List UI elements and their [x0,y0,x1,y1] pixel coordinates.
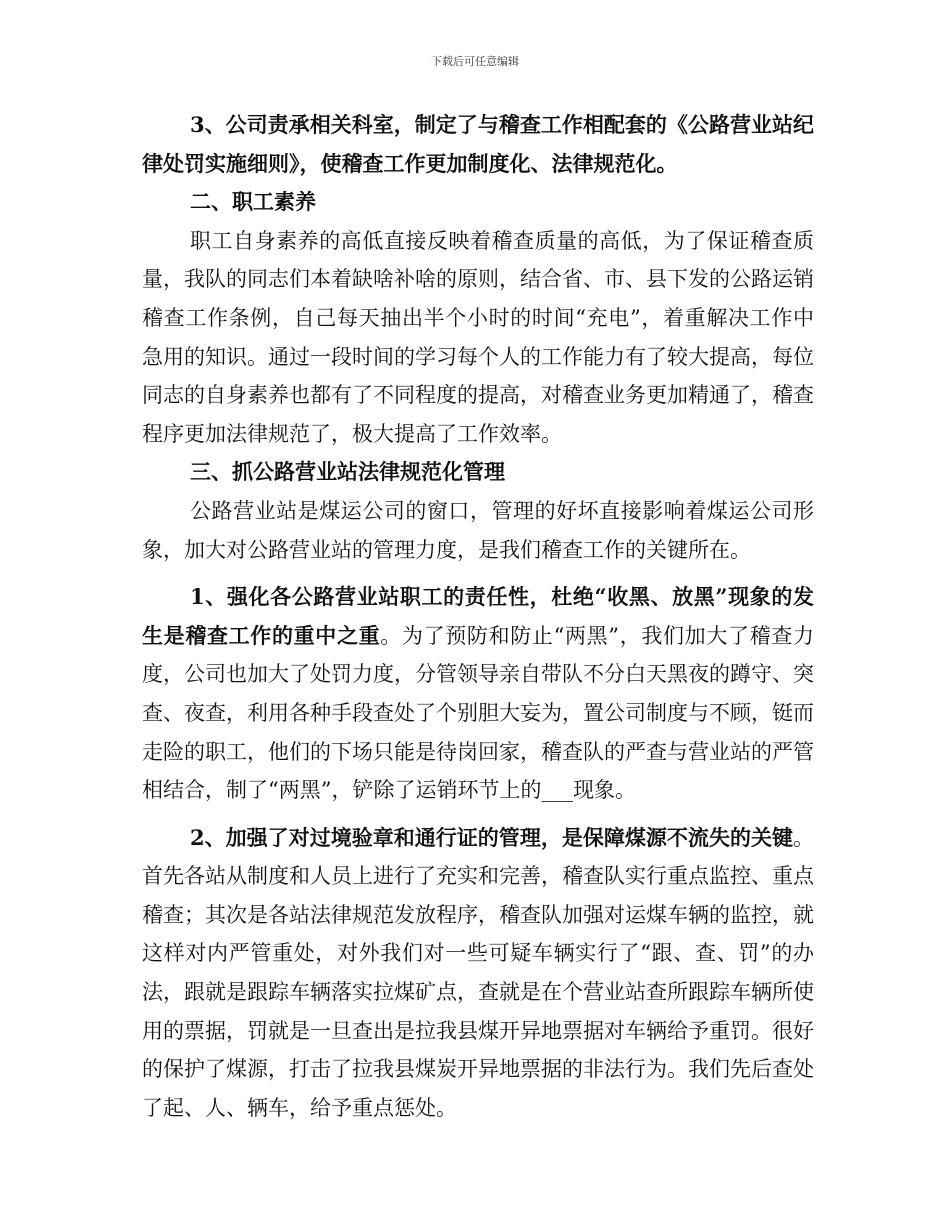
page-header: 下载后可任意编辑 [431,55,519,68]
permit-lead: 2、加强了对过境验章和通行证的管理，是保障煤源不流失的关键 [190,824,793,850]
responsibility-end: 现象。 [572,778,636,803]
paragraph-permit-management [142,819,814,1128]
document-body [142,106,814,1127]
paragraph-staff-quality: 职工自身素养的高低直接反映着稽查质量的高低，为了保证稽查质量，我队的同志们本着缺啥补啥的原则，结合省、市、县下发的公路运销稽查工作条例，自己每天抽出半个小时的时间“充电”，着重解决工作中急用的知识。通过一段时间的学习每个人的工作能力有了较大提高，每位同志的自身素养也都有了不同程度的提高，对稽查业务更加精通了，稽查程序更加法律规范了，极大提高了工作效率。 [142,228,814,446]
heading-staff-quality: 二、职工素养 [190,189,316,215]
fill-in-blank: ___ [541,778,573,803]
responsibility-body: 。为了预防和防止“两黑”，我们加大了稽查力度，公司也加大了处罚力度，分管领导亲自带队不分白天黑夜的蹲守、突查、夜查，利用各种手段查处了个别胆大妄为，置公司制度与不顾，铤而走险的职工，他们的下场只能是待岗回家，稽查队的严查与营业站的严管相结合，制了“两黑”，铲除了运销环节上的 [142,623,814,803]
heading-station-management: 三、抓公路营业站法律规范化管理 [190,459,505,485]
paragraph-station-window: 公路营业站是煤运公司的窗口，管理的好坏直接影响着煤运公司形象，加大对公路营业站的管理力度，是我们稽查工作的关键所在。 [142,498,814,562]
paragraph-discipline-rules: 3、公司责承相关科室，制定了与稽查工作相配套的《公路营业站纪律处罚实施细则》，使稽查工作更加制度化、法律规范化。 [142,112,814,176]
permit-body: 。首先各站从制度和人员上进行了充实和完善，稽查队实行重点监控、重点稽查；其次是各站法律规范发放程序，稽查队加强对运煤车辆的监控，就这样对内严管重处，对外我们对一些可疑车辆实行了“跟、查、罚”的办法，跟就是跟踪车辆落实拉煤矿点，查就是在个营业站查所跟踪车辆所使用的票据，罚就是一旦查出是拉我县煤开异地票据对车辆给予重罚。很好的保护了煤源，打击了拉我县煤炭开异地票据的非法行为。我们先后查处了起、人、辆车，给予重点惩处。 [142,825,814,1120]
responsibility-lead: 1、强化各公路营业站职工的责任性，杜绝“收黑、放黑”现象的发生是稽查工作的重中之重 [142,584,814,648]
paragraph-responsibility [142,578,814,810]
